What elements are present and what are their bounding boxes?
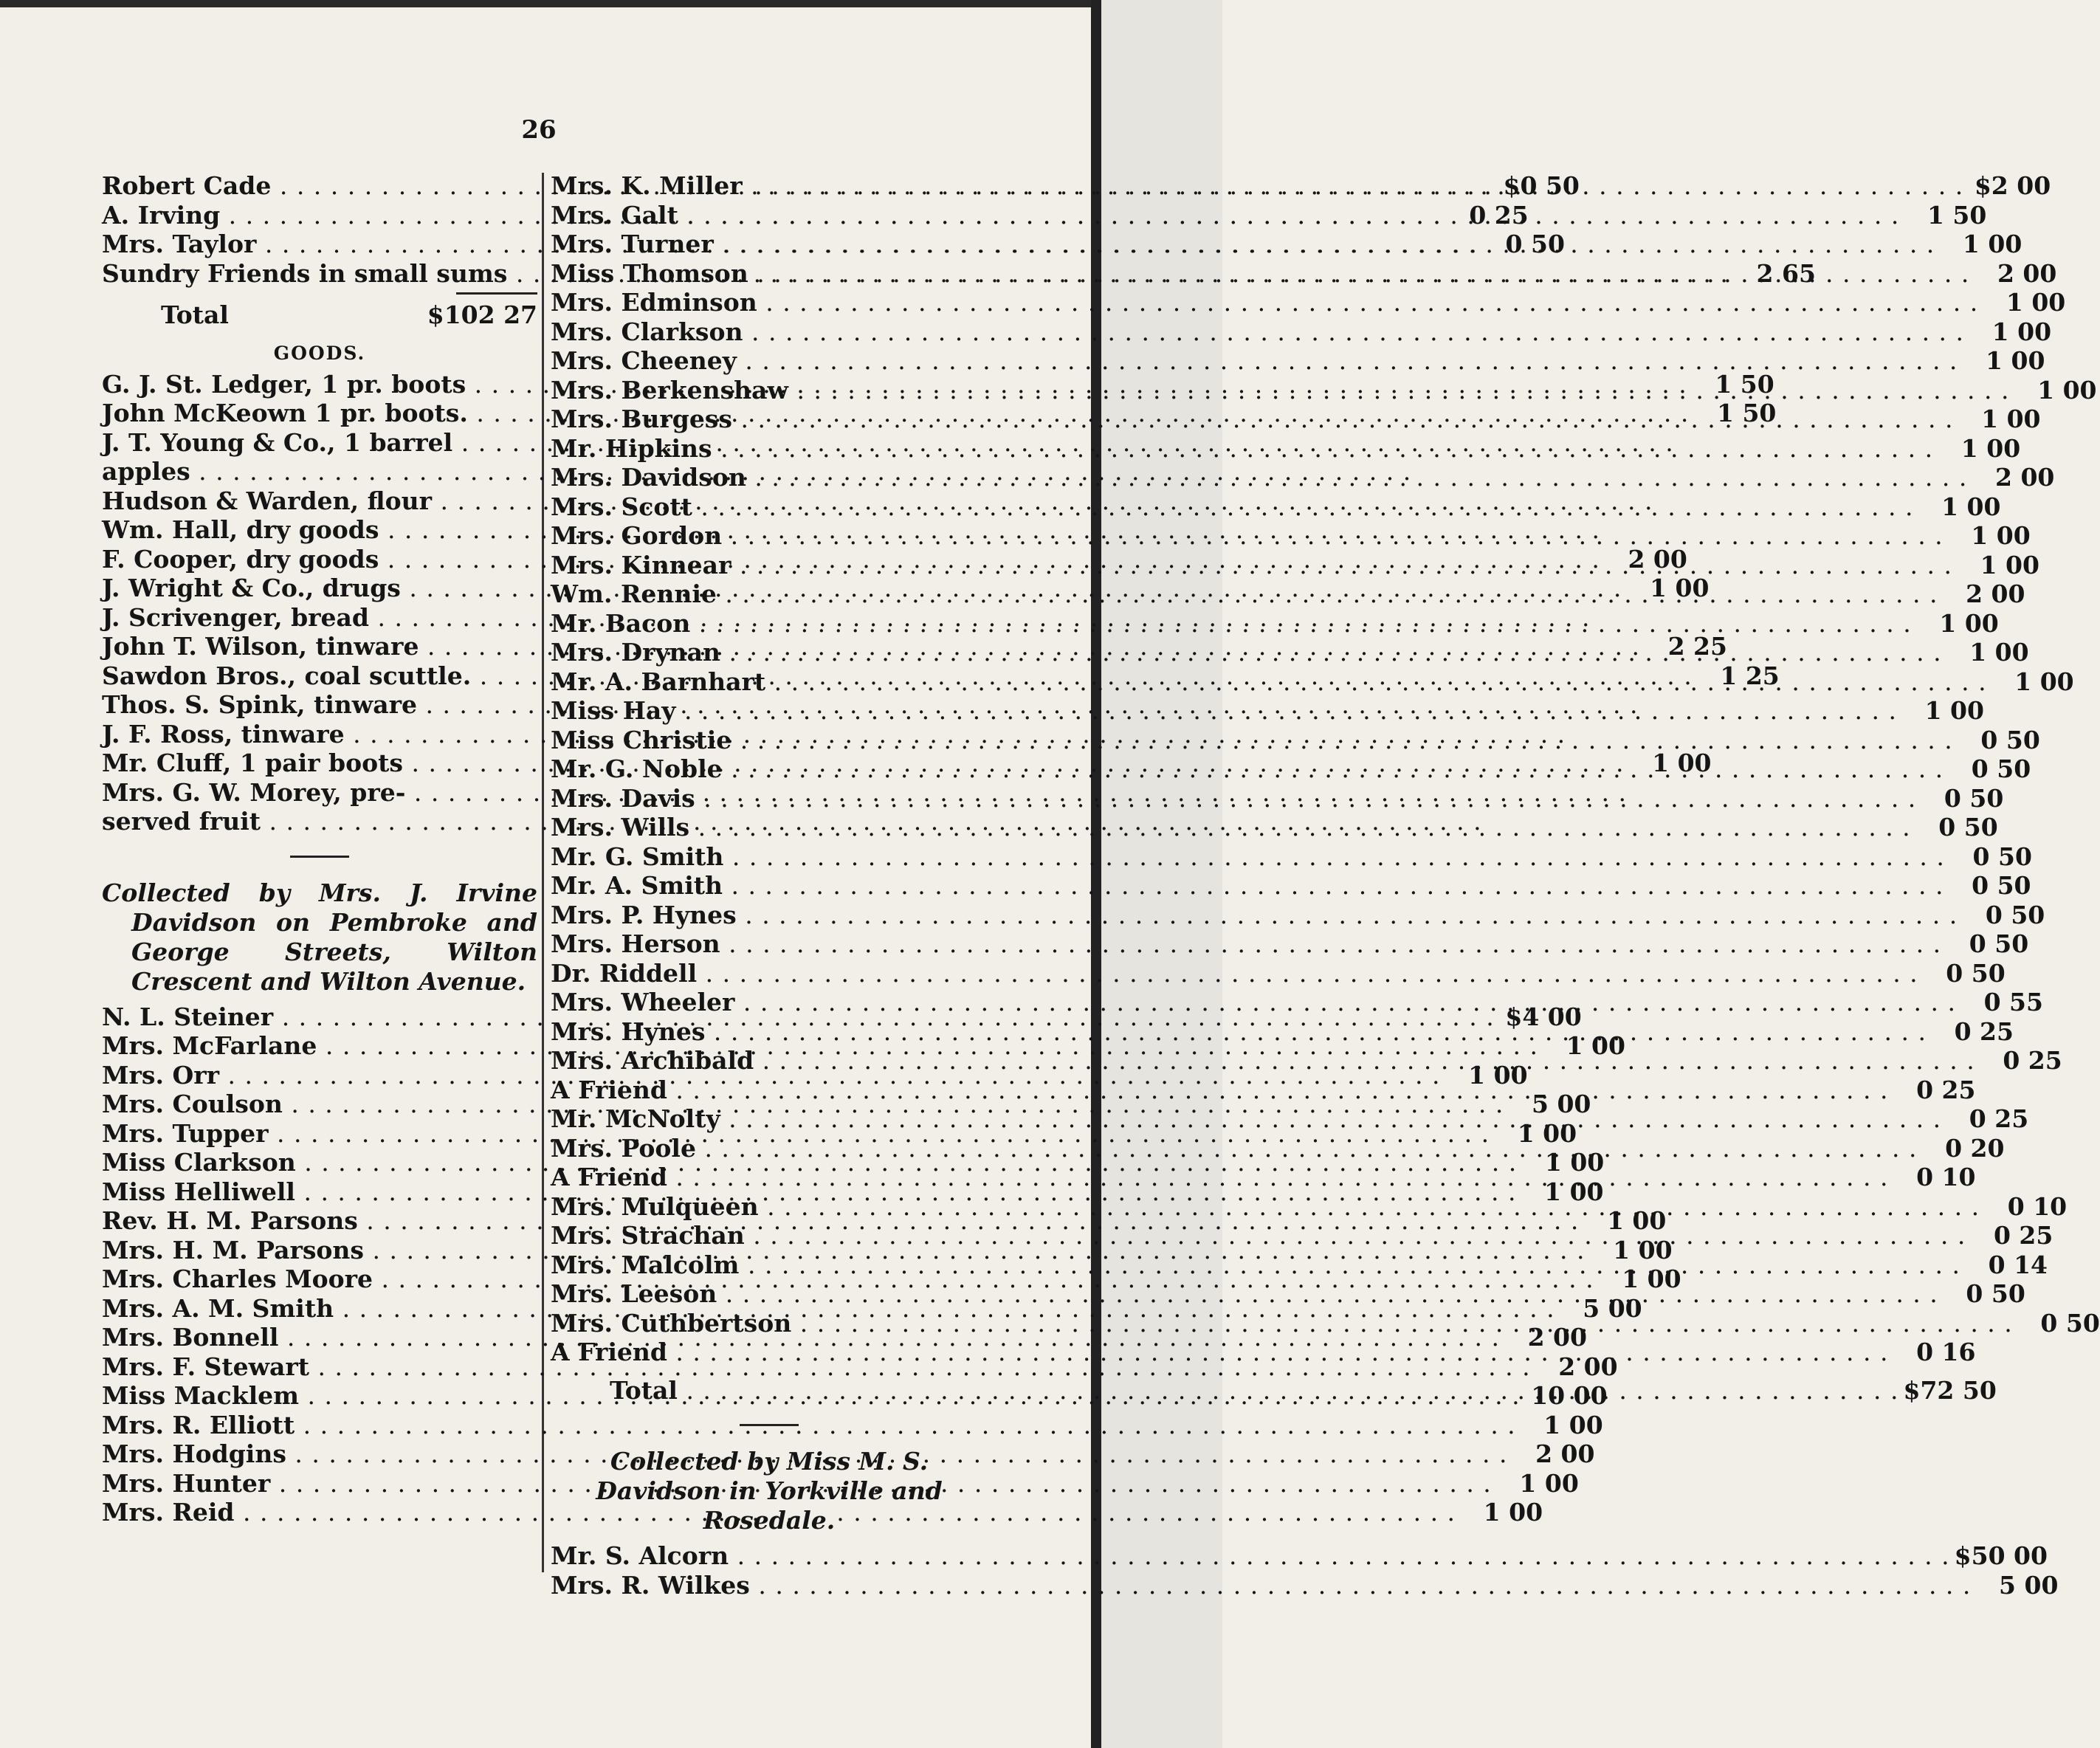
- list-item: [102, 1468, 1579, 1498]
- entry-amount: 2 00: [1966, 579, 2025, 608]
- entry-amount: 2 00: [1997, 258, 2057, 288]
- entry-amount: 2 00: [1535, 1439, 1595, 1468]
- entry-name: Mr. Hipkins . . .: [551, 434, 1933, 464]
- entry-amount: 10 00: [1531, 1381, 1608, 1410]
- entry-amount: 1 00: [1613, 1235, 1673, 1264]
- entry-name: Mr. McNolty . . .: [551, 1104, 1941, 1134]
- entry-amount: 1 00: [1519, 1468, 1579, 1498]
- list-item: [102, 720, 537, 749]
- entry-name: Mrs. Bonnell . . .: [102, 1323, 1500, 1352]
- entry-name: Mrs. Malcolm . . .: [551, 1250, 1960, 1280]
- entry-name: Mrs. Gordon . . .: [551, 521, 1944, 551]
- entry-name: Mrs. Davidson . . .: [551, 463, 1967, 492]
- entry-name: Sawdon Bros., coal scuttle. . . .: [102, 661, 1693, 691]
- entry-name: Mrs. Charles Moore . . .: [102, 1264, 1594, 1294]
- entry-name: Rev. H. M. Parsons . . .: [102, 1206, 1579, 1236]
- entry-name: Mrs. Orr . . .: [102, 1061, 1441, 1090]
- total-amount: $72 50: [1903, 1375, 1997, 1405]
- list-item: [551, 317, 2052, 347]
- entry-amount: 1 50: [1715, 369, 1774, 399]
- entry-name: Mrs. Hynes . . .: [551, 1017, 1927, 1047]
- entry-amount: 1 00: [1960, 433, 2021, 463]
- entry-name: Miss Helliwell . . .: [102, 1177, 1517, 1207]
- entry-amount: $50 00: [1954, 1541, 2048, 1570]
- entry-amount: 0 10: [1916, 1163, 1976, 1191]
- entry-name: J. Scrivenger, bread . . .: [102, 603, 1591, 633]
- entry-name: Mrs. Berkenshaw . . .: [551, 376, 2010, 405]
- entry-amount: 0 50: [1980, 725, 2040, 754]
- entry-amount: 5 00: [1999, 1570, 2059, 1600]
- entry-amount: 5 00: [1583, 1293, 1642, 1323]
- entry-name: Mr. Cluff, 1 pair boots . . .: [102, 749, 1625, 778]
- total-label: Total . . .: [551, 1376, 1898, 1405]
- collected-by-heading: Collected by Mrs. J. Irvine Davidson on Pembroke and George Streets, Wilton Crescent and Wilton Avenue.: [102, 878, 537, 996]
- entry-name: Robert Cade . . .: [102, 171, 1493, 201]
- entry-name: Mrs. Archibald . . .: [551, 1046, 1975, 1076]
- entry-amount: $4 00: [1505, 1002, 1582, 1031]
- entry-name: G. J. St. Ledger, 1 pr. boots . . .: [102, 370, 1687, 399]
- entry-amount: 5 00: [1532, 1090, 1591, 1118]
- entry-amount: 0 50: [1972, 842, 2032, 871]
- entry-name: Mrs. A. M. Smith . . .: [102, 1294, 1555, 1324]
- entry-amount: 1 00: [2006, 288, 2066, 317]
- entry-amount: 2 65: [1756, 258, 1816, 288]
- list-item: [102, 515, 537, 545]
- total-label: Total: [161, 300, 229, 329]
- entry-name: Mrs. Davis . . .: [551, 784, 1916, 813]
- entry-amount: 0 25: [1916, 1075, 1976, 1104]
- entry-amount: 0 50: [1946, 958, 2006, 988]
- entry-amount: 1 00: [1980, 550, 2039, 579]
- entry-amount: 1 00: [2014, 667, 2074, 696]
- final-contributions-list: [551, 1541, 2059, 1600]
- entry-amount: 1 00: [1544, 1177, 1604, 1206]
- entry-amount: 1 00: [1981, 405, 2041, 433]
- entry-name: Mrs. Scott . . .: [551, 492, 1913, 522]
- list-item: [102, 1410, 1603, 1440]
- entry-name: Mrs. Coulson . . .: [102, 1090, 1504, 1119]
- entry-name: John McKeown 1 pr. boots. . . .: [102, 399, 1689, 428]
- entry-name: Hudson & Warden, flour . . .: [102, 486, 1653, 516]
- entry-amount: 1 00: [1939, 608, 1999, 638]
- entry-amount: 0 25: [1993, 1221, 2053, 1250]
- entry-name: J. F. Ross, tinware . . .: [102, 720, 1566, 749]
- entry-amount: 1 00: [1543, 1410, 1603, 1439]
- entry-name: Mr. A. Smith . . .: [551, 871, 1944, 901]
- section-rule: [290, 856, 349, 858]
- page-top-edge: [0, 0, 1092, 7]
- entry-name: Mrs. G. W. Morey, pre- . . .: [102, 778, 1627, 808]
- entry-name: Miss Thomson . . .: [551, 259, 1969, 289]
- entry-name: A Friend . . .: [551, 1338, 1888, 1367]
- list-item: [102, 778, 537, 808]
- entry-name: Mrs. Kinnear . . .: [551, 551, 1952, 580]
- list-item: [102, 807, 537, 836]
- entry-name: F. Cooper, dry goods . . .: [102, 545, 1600, 574]
- entry-name: Wm. Rennie . . .: [551, 579, 1938, 609]
- entry-amount: 0 50: [1971, 754, 2031, 783]
- entry-amount: 1 00: [1650, 574, 1710, 602]
- entry-name: Mrs. Cheeney . . .: [551, 346, 1958, 376]
- entry-name: Mr. A. Barnhart . . .: [551, 667, 1987, 697]
- list-item: [551, 521, 2031, 551]
- list-item: [551, 813, 1998, 842]
- list-item: [551, 463, 2055, 492]
- entry-name: served fruit . . .: [102, 807, 1482, 836]
- entry-amount: 0 50: [1938, 813, 1998, 842]
- entry-name: Mr. S. Alcorn . . .: [551, 1541, 1950, 1571]
- total-amount: $102 27: [427, 300, 537, 329]
- entry-name: John T. Wilson, tinware . . .: [102, 632, 1640, 661]
- entry-amount: 1 00: [1941, 492, 2001, 521]
- entry-name: Mr. Bacon . . .: [551, 609, 1912, 639]
- entry-amount: 0 25: [2003, 1046, 2062, 1075]
- entry-amount: $2 00: [1974, 171, 2051, 200]
- entry-name: J. T. Young & Co., 1 barrel . . .: [102, 428, 1674, 458]
- section-rule: [740, 1424, 799, 1426]
- entry-name: Miss Hay . . .: [551, 696, 1897, 726]
- list-item: [102, 690, 537, 720]
- entry-amount: 1 50: [1927, 200, 1987, 230]
- list-item: [551, 433, 2021, 464]
- left-total-row: [102, 300, 537, 330]
- entry-amount: 1 00: [1652, 749, 1712, 777]
- entry-name: Mrs. Strachan . . .: [551, 1221, 1966, 1250]
- entry-amount: 2 25: [1667, 632, 1727, 661]
- entry-amount: 1 00: [1991, 317, 2052, 346]
- entry-amount: 1 00: [1517, 1118, 1577, 1148]
- entry-name: apples . . .: [102, 457, 1411, 486]
- entry-name: Miss Macklem . . .: [102, 1381, 1521, 1411]
- entry-amount: 1 00: [1986, 346, 2045, 375]
- entry-amount: 2 00: [1995, 463, 2055, 492]
- entry-name: J. Wright & Co., drugs . . .: [102, 574, 1622, 603]
- list-item: [551, 288, 2066, 317]
- entry-name: Mrs. Galt . . .: [551, 201, 1899, 230]
- list-item: [102, 1498, 1543, 1527]
- entry-name: Mrs. P. Hynes . . .: [551, 901, 1958, 930]
- entry-amount: 0 55: [1983, 988, 2043, 1016]
- list-item: [551, 696, 1984, 726]
- entry-amount: 0 50: [1985, 900, 2045, 929]
- list-item: [551, 842, 2032, 872]
- entry-amount: 0 50: [1944, 783, 2004, 813]
- entry-name: Mrs. Hunter . . .: [102, 1469, 1492, 1498]
- entry-name: Miss Clarkson . . .: [102, 1148, 1517, 1177]
- entry-amount: 0 16: [1916, 1338, 1976, 1366]
- list-item: [551, 958, 2006, 988]
- entry-amount: 1 00: [1622, 1264, 1681, 1293]
- entry-name: Mrs. Clarkson . . .: [551, 317, 1964, 347]
- entry-name: Mrs. K. Miller . . .: [551, 171, 1963, 201]
- entry-amount: 1 50: [1717, 399, 1777, 427]
- list-item: [551, 608, 1999, 639]
- entry-name: Mrs. R. Wilkes . . .: [551, 1571, 1971, 1600]
- entry-amount: 0 25: [1969, 1104, 2029, 1133]
- entry-name: Mrs. Wheeler . . .: [551, 988, 1956, 1017]
- list-item: [102, 428, 537, 458]
- list-item: [551, 492, 2001, 522]
- entry-name: Mrs. Reid . . .: [102, 1498, 1456, 1527]
- entry-name: Mrs. H. M. Parsons . . .: [102, 1236, 1586, 1265]
- entry-amount: 2 00: [1558, 1352, 1618, 1381]
- entry-amount: 2 00: [1527, 1323, 1587, 1352]
- entry-amount: 1 00: [1971, 521, 2031, 550]
- entry-name: Miss Christie . . .: [551, 726, 1953, 755]
- entry-amount: 1 00: [1924, 696, 1984, 725]
- list-item: [102, 603, 537, 633]
- collected-by-heading: Collected by Miss M. S. Davidson in Yorkville and Rosedale.: [596, 1447, 943, 1535]
- goods-heading: GOODS.: [273, 342, 366, 364]
- entry-amount: $0 50: [1503, 171, 1580, 200]
- list-item: [551, 929, 2029, 959]
- entry-amount: 0 50: [1969, 929, 2029, 958]
- entry-name: Thos. S. Spink, tinware . . .: [102, 690, 1639, 720]
- list-item: [551, 725, 2040, 755]
- entry-name: A Friend . . .: [551, 1163, 1888, 1192]
- entry-amount: 0 50: [1505, 230, 1565, 258]
- entry-amount: 1 00: [1962, 230, 2022, 258]
- entry-amount: 0 25: [1469, 200, 1529, 230]
- entry-name: Mrs. Turner . . .: [551, 230, 1935, 259]
- list-item: [102, 486, 537, 516]
- entry-amount: 1 00: [1544, 1148, 1605, 1177]
- page-number: 26: [521, 115, 557, 145]
- entry-amount: 0 50: [1972, 871, 2031, 900]
- entry-name: Mrs. Herson . . .: [551, 929, 1941, 959]
- entry-amount: 1 00: [1468, 1060, 1528, 1090]
- list-item: [102, 1439, 1595, 1469]
- entry-name: Mrs. Edminson . . .: [551, 288, 1978, 317]
- entry-name: Wm. Hall, dry goods . . .: [102, 515, 1600, 545]
- entry-amount: 1 00: [1483, 1498, 1543, 1527]
- entry-name: A. Irving . . .: [102, 201, 1442, 230]
- list-item: [551, 900, 2045, 930]
- entry-name: Mrs. R. Elliott . . .: [102, 1411, 1516, 1440]
- entry-name: Mr. G. Smith . . .: [551, 842, 1945, 872]
- entry-amount: 1 25: [1720, 661, 1780, 690]
- entry-name: Mrs. Taylor . . .: [102, 230, 1478, 259]
- entry-amount: 1 00: [2037, 375, 2097, 405]
- entry-amount: 0 50: [2040, 1308, 2100, 1338]
- entry-name: Mrs. Cuthbertson . . .: [551, 1309, 2013, 1338]
- entry-name: Mrs. McFarlane . . .: [102, 1031, 1538, 1061]
- list-item: [551, 1541, 2048, 1571]
- entry-amount: 0 25: [1954, 1016, 2014, 1046]
- entry-name: Mrs. Tupper . . .: [102, 1119, 1490, 1149]
- entry-name: Dr. Riddell . . .: [551, 959, 1918, 988]
- entry-amount: 2 00: [1628, 544, 1687, 574]
- entry-name: Mrs. Burgess . . .: [551, 405, 1954, 434]
- entry-name: Mrs. Wills . . .: [551, 813, 1911, 842]
- entry-name: A Friend . . .: [551, 1076, 1888, 1105]
- entry-amount: 0 10: [2007, 1191, 2068, 1221]
- entry-name: Mrs. Hodgins . . .: [102, 1439, 1507, 1469]
- list-item: [102, 457, 537, 486]
- list-item: [551, 783, 2004, 813]
- entry-amount: 0 50: [1966, 1279, 2025, 1308]
- entry-amount: 1 00: [1969, 638, 2029, 667]
- entry-name: Mrs. F. Stewart . . .: [102, 1352, 1531, 1382]
- entry-amount: 1 00: [1606, 1206, 1667, 1235]
- entry-name: Mr. G. Noble . . .: [551, 754, 1944, 784]
- entry-name: Mrs. Poole . . .: [551, 1134, 1917, 1163]
- entry-amount: 0 20: [1945, 1133, 2005, 1163]
- entry-name: Mrs. Drynan . . .: [551, 638, 1942, 667]
- entry-name: N. L. Steiner . . .: [102, 1002, 1495, 1032]
- total-rule: [456, 292, 537, 295]
- entry-amount: 1 00: [1566, 1031, 1625, 1060]
- list-item: [551, 1570, 2059, 1600]
- list-item: [551, 871, 2031, 901]
- entry-name: Mrs. Leeson . . .: [551, 1279, 1938, 1309]
- list-item: [551, 346, 2045, 376]
- entry-amount: 0 14: [1988, 1250, 2048, 1279]
- entry-name: Mrs. Mulqueen . . .: [551, 1192, 1980, 1222]
- entry-name: Sundry Friends in small sums . . .: [102, 259, 1729, 289]
